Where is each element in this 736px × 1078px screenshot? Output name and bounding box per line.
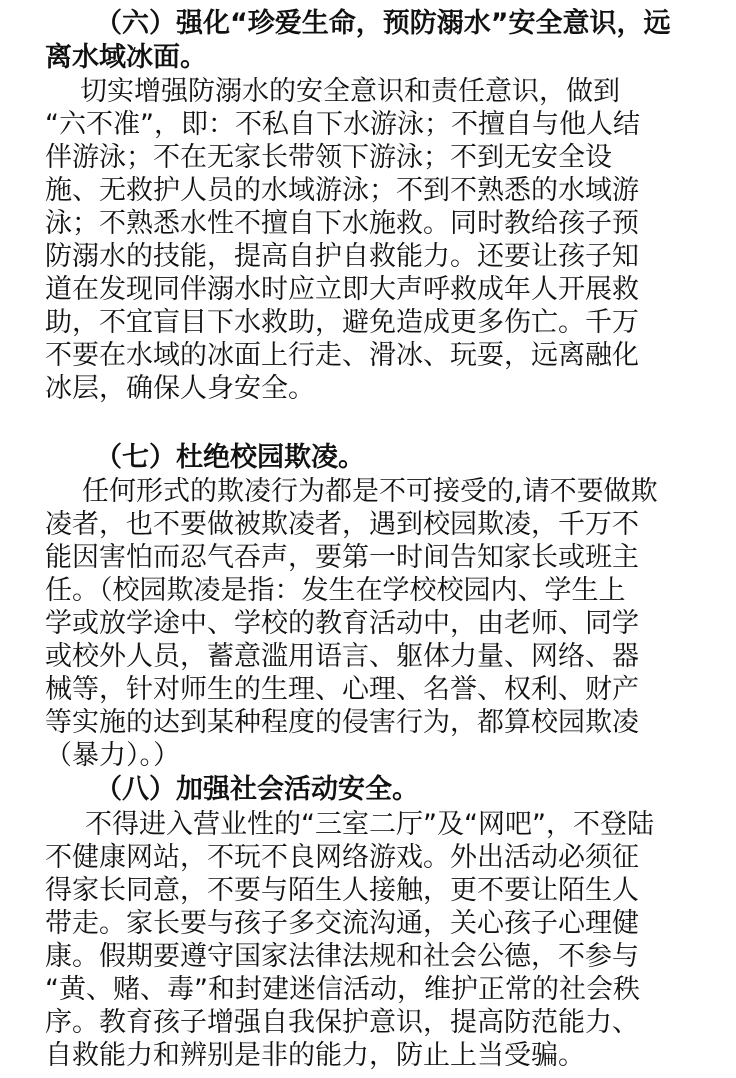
section-6-paragraph-line: 助，不宜盲目下水救助，避免造成更多伤亡。千万 (45, 307, 639, 338)
section-6-heading-line-2: 离水域冰面。 (45, 42, 207, 73)
section-7-heading: （七）杜绝校园欺凌。 (95, 442, 365, 473)
section-6-heading-line-1: （六）强化“珍爱生命，预防溺水”安全意识，远 (95, 8, 671, 39)
section-7-paragraph-line: 或校外人员，蓄意滥用语言、躯体力量、网络、器 (45, 641, 639, 672)
section-7-paragraph-line: 凌者，也不要做被欺凌者，遇到校园欺凌，千万不 (45, 509, 639, 540)
section-6-paragraph-line: 防溺水的技能，提高自护自救能力。还要让孩子知 (45, 241, 639, 272)
section-8-paragraph-line: 自救能力和辨别是非的能力，防止上当受骗。 (45, 1040, 585, 1071)
section-7-paragraph-line: 能因害怕而忍气吞声，要第一时间告知家长或班主 (45, 542, 639, 573)
section-6-paragraph-line: “六不准”，即：不私自下水游泳；不擅自与他人结 (45, 109, 640, 140)
section-8-heading: （八）加强社会活动安全。 (95, 774, 419, 805)
section-7-paragraph-line: 任。（校园欺凌是指：发生在学校校园内、学生上 (45, 575, 626, 606)
section-6-paragraph-line: 施、无救护人员的水域游泳；不到不熟悉的水域游 (45, 175, 639, 206)
section-7-paragraph-line: 等实施的达到某种程度的侵害行为，都算校园欺凌 (45, 707, 639, 738)
section-6-paragraph-line: 不要在水域的冰面上行走、滑冰、玩耍，远离融化 (45, 340, 639, 371)
section-7-paragraph-line: 任何形式的欺凌行为都是不可接受的,请不要做欺 (82, 476, 658, 507)
section-8-paragraph-line: 序。教育孩子增强自我保护意识，提高防范能力、 (45, 1007, 639, 1038)
section-8-paragraph-line: 不得进入营业性的“三室二厅”及“网吧”，不登陆 (85, 809, 654, 840)
section-6-paragraph-line: 切实增强防溺水的安全意识和责任意识，做到 (80, 76, 620, 107)
section-8-paragraph-line: “黄、赌、毒”和封建迷信活动，维护正常的社会秩 (45, 974, 640, 1005)
section-6-paragraph-line: 道在发现同伴溺水时应立即大声呼救成年人开展救 (45, 274, 639, 305)
section-8-paragraph-line: 不健康网站，不玩不良网络游戏。外出活动必须征 (45, 842, 639, 873)
section-6-paragraph-line: 泳；不熟悉水性不擅自下水施救。同时教给孩子预 (45, 208, 639, 239)
section-8-paragraph-line: 康。假期要遵守国家法律法规和社会公德，不参与 (45, 941, 639, 972)
section-7-paragraph-line: （暴力）。） (45, 740, 180, 771)
section-8-paragraph-line: 得家长同意，不要与陌生人接触，更不要让陌生人 (45, 875, 639, 906)
section-6-paragraph-line: 伴游泳；不在无家长带领下游泳；不到无安全设 (45, 142, 612, 173)
section-6-paragraph-line: 冰层，确保人身安全。 (45, 373, 315, 404)
section-7-paragraph-line: 械等，针对师生的生理、心理、名誉、权利、财产 (45, 674, 639, 705)
section-8-paragraph-line: 带走。家长要与孩子多交流沟通，关心孩子心理健 (45, 908, 639, 939)
section-7-paragraph-line: 学或放学途中、学校的教育活动中，由老师、同学 (45, 608, 639, 639)
